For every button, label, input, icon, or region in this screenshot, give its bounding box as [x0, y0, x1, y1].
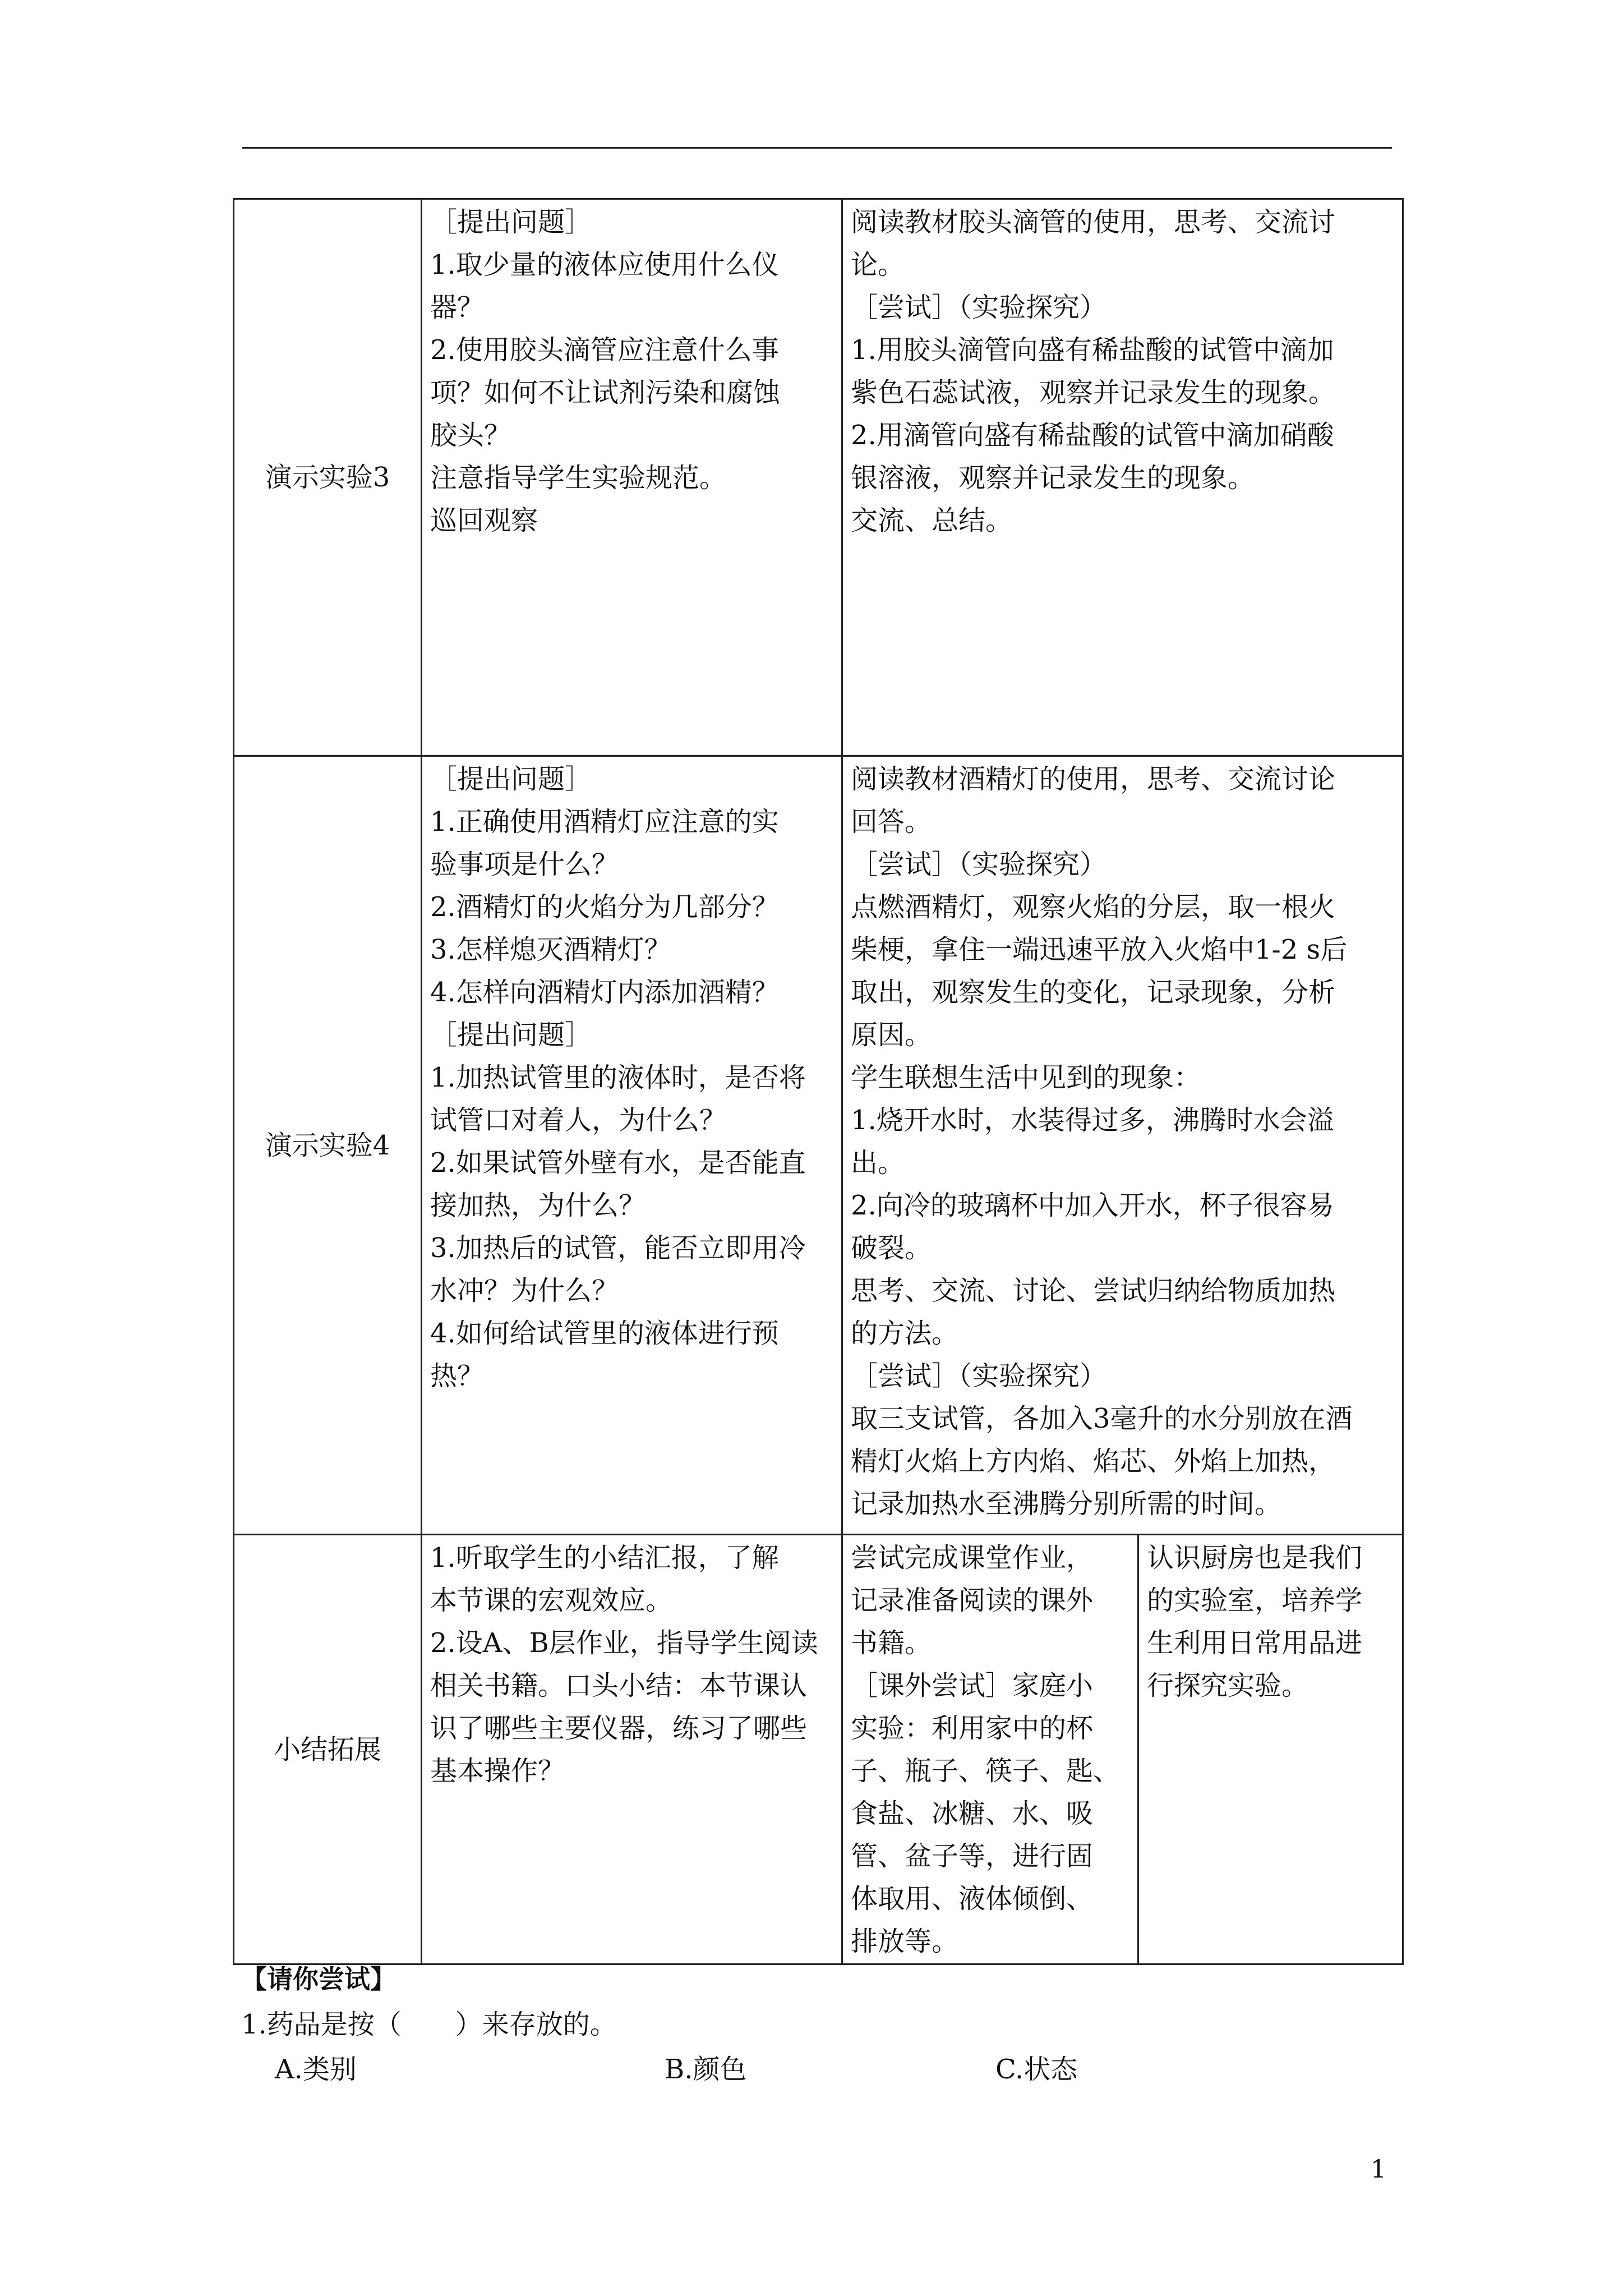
text-line: 2.使用胶头滴管应注意什么事	[430, 334, 779, 366]
student-activity-text	[851, 757, 1394, 1525]
text-line: 记录准备阅读的课外	[851, 1585, 1094, 1616]
text-line: 巡回观察	[430, 505, 538, 536]
text-line: 本节课的宏观效应。	[430, 1585, 673, 1616]
text-line: 相关书籍。口头小结：本节课认	[430, 1670, 808, 1701]
text-line: 3.加热后的试管，能否立即用冷	[430, 1232, 806, 1264]
text-line: ［尝试］（实验探究）	[851, 849, 1107, 880]
text-line: ［提出问题］	[430, 763, 592, 795]
text-line: 2.如果试管外壁有水，是否能直	[430, 1147, 806, 1179]
text-line: 1.听取学生的小结汇报，了解	[430, 1542, 779, 1573]
text-line: 接加热，为什么？	[430, 1190, 646, 1221]
text-line: 管、盆子等，进行固	[851, 1841, 1094, 1872]
text-line: 水冲？为什么？	[430, 1275, 619, 1306]
option-a: A.类别	[275, 2054, 357, 2085]
stage-cell: 小结拓展	[234, 1535, 422, 1964]
student-activity-cell	[842, 756, 1403, 1535]
student-activity-cell	[842, 199, 1403, 756]
text-line: 记录加热水至沸腾分别所需的时间。	[851, 1488, 1282, 1520]
design-intent-text	[1147, 1535, 1394, 1707]
text-line: 的方法。	[851, 1318, 959, 1349]
text-line: 银溶液，观察并记录发生的现象。	[851, 462, 1255, 494]
design-intent-cell	[1138, 1535, 1403, 1964]
practice-title: 【请你尝试】	[241, 1964, 396, 1994]
text-line: 体取用、液体倾倒、	[851, 1883, 1094, 1915]
text-line: 4.如何给试管里的液体进行预	[430, 1318, 779, 1349]
text-line: 破裂。	[851, 1232, 932, 1264]
text-line: 论。	[851, 249, 905, 280]
text-line: ［提出问题］	[430, 206, 592, 238]
text-line: 1.取少量的液体应使用什么仪	[430, 249, 779, 280]
teacher-activity-cell	[422, 1535, 842, 1964]
text-line: 2.设A、B层作业，指导学生阅读	[430, 1627, 818, 1659]
teacher-activity-text	[430, 1535, 833, 1792]
text-line: 验事项是什么？	[430, 849, 619, 880]
text-line: 阅读教材酒精灯的使用，思考、交流讨论	[851, 763, 1336, 795]
text-line: ［尝试］（实验探究）	[851, 1360, 1107, 1392]
text-line: 基本操作？	[430, 1755, 565, 1787]
text-line: 取三支试管，各加入3毫升的水分别放在酒	[851, 1403, 1353, 1434]
text-line: 3.怎样熄灭酒精灯？	[430, 934, 671, 965]
text-line: 学生联想生活中见到的现象：	[851, 1062, 1201, 1093]
option-c: C.状态	[995, 2054, 1078, 2085]
stage-cell: 演示实验4	[234, 756, 422, 1535]
text-line: 食盐、冰糖、水、吸	[851, 1798, 1094, 1829]
text-line: 1.加热试管里的液体时，是否将	[430, 1062, 806, 1093]
student-activity-text	[851, 200, 1394, 542]
text-line: 取出，观察发生的变化，记录现象，分析	[851, 977, 1336, 1008]
text-line: 行探究实验。	[1147, 1670, 1309, 1701]
student-activity-cell	[842, 1535, 1138, 1964]
text-line: 点燃酒精灯，观察火焰的分层，取一根火	[851, 891, 1336, 923]
text-line: 精灯火焰上方内焰、焰芯、外焰上加热，	[851, 1446, 1336, 1477]
text-line: 认识厨房也是我们	[1147, 1542, 1363, 1573]
text-line: 交流、总结。	[851, 505, 1013, 536]
text-line: 胶头？	[430, 420, 511, 451]
text-line: 项？如何不让试剂污染和腐蚀	[430, 377, 781, 408]
text-line: 子、瓶子、筷子、匙、	[851, 1755, 1121, 1787]
option-b: B.颜色	[665, 2054, 747, 2085]
text-line: 排放等。	[851, 1926, 959, 1957]
text-line: ［课外尝试］家庭小	[851, 1670, 1094, 1701]
text-line: 书籍。	[851, 1627, 932, 1659]
text-line: 器？	[430, 292, 485, 323]
text-line: 2.酒精灯的火焰分为几部分？	[430, 891, 779, 923]
text-line: ［提出问题］	[430, 1019, 592, 1051]
page-number: 1	[1371, 2155, 1386, 2184]
table-row	[234, 1535, 1403, 1964]
text-line: 实验：利用家中的杯	[851, 1713, 1094, 1744]
lesson-plan-table	[233, 198, 1404, 1965]
teacher-activity-cell	[422, 199, 842, 756]
text-line: 2.用滴管向盛有稀盐酸的试管中滴加硝酸	[851, 420, 1334, 451]
teacher-activity-text	[430, 200, 833, 542]
text-line: 4.怎样向酒精灯内添加酒精？	[430, 977, 779, 1008]
student-activity-text	[851, 1535, 1129, 1963]
text-line: 1.烧开水时，水装得过多，沸腾时水会溢	[851, 1105, 1334, 1136]
text-line: ［尝试］（实验探究）	[851, 292, 1107, 323]
text-line: 2.向冷的玻璃杯中加入开水，杯子很容易	[851, 1190, 1334, 1221]
table-row	[234, 756, 1403, 1535]
text-line: 出。	[851, 1147, 905, 1179]
stage-cell: 演示实验3	[234, 199, 422, 756]
text-line: 1.正确使用酒精灯应注意的实	[430, 806, 779, 838]
text-line: 回答。	[851, 806, 932, 838]
text-line: 原因。	[851, 1019, 932, 1051]
header-rule	[242, 147, 1392, 149]
table-row	[234, 199, 1403, 756]
teacher-activity-text	[430, 757, 833, 1397]
text-line: 1.用胶头滴管向盛有稀盐酸的试管中滴加	[851, 334, 1334, 366]
text-line: 识了哪些主要仪器，练习了哪些	[430, 1713, 808, 1744]
text-line: 注意指导学生实验规范。	[430, 462, 727, 494]
text-line: 试管口对着人，为什么？	[430, 1105, 727, 1136]
practice-question: 1.药品是按（ ）来存放的。	[241, 2009, 617, 2040]
text-line: 热？	[430, 1360, 485, 1392]
text-line: 思考、交流、讨论、尝试归纳给物质加热	[851, 1275, 1336, 1306]
text-line: 尝试完成课堂作业，	[851, 1542, 1094, 1573]
text-line: 生利用日常用品进	[1147, 1627, 1363, 1659]
text-line: 柴梗，拿住一端迅速平放入火焰中1-2 s后	[851, 934, 1348, 965]
text-line: 紫色石蕊试液，观察并记录发生的现象。	[851, 377, 1336, 408]
text-line: 的实验室，培养学	[1147, 1585, 1363, 1616]
teacher-activity-cell	[422, 756, 842, 1535]
text-line: 阅读教材胶头滴管的使用，思考、交流讨	[851, 206, 1336, 238]
